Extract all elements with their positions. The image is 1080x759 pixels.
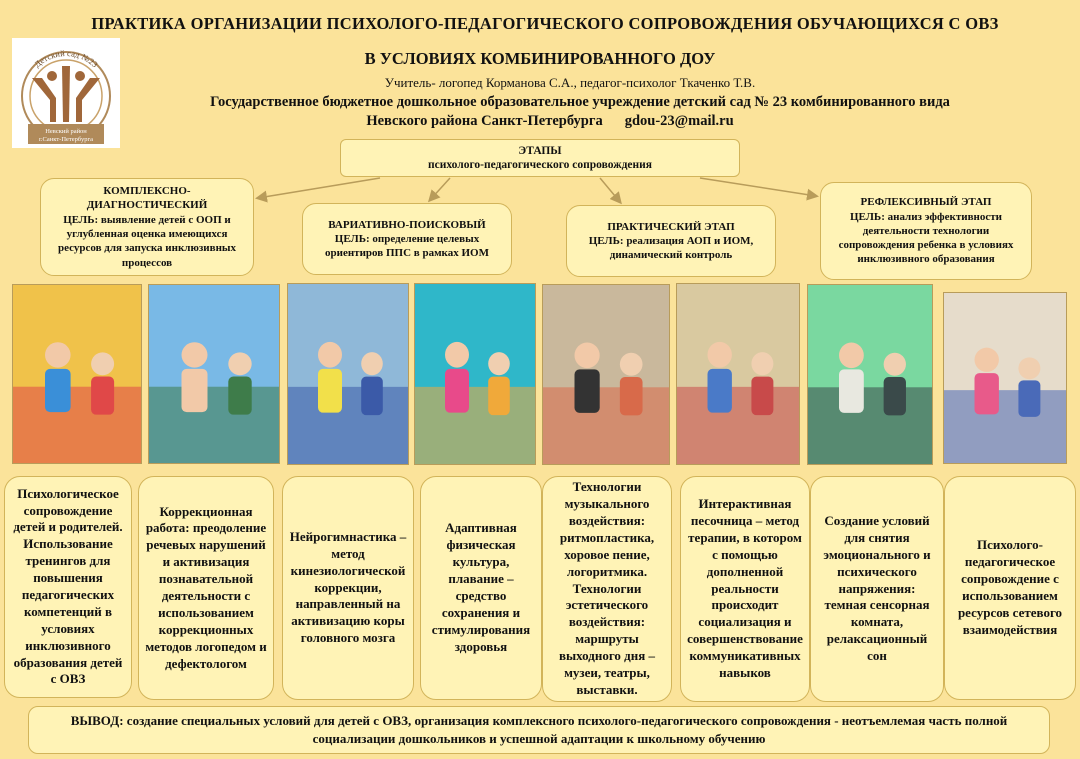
arrow-to-stage-4 [700, 178, 816, 196]
stage-name: ПРАКТИЧЕСКИЙ ЭТАП [607, 220, 735, 233]
institution-address [200, 113, 900, 130]
page-title: ПРАКТИКА ОРГАНИЗАЦИИ ПСИХОЛОГО-ПЕДАГОГИЧЕСКОГО СОПРОВОЖДЕНИЯ ОБУЧАЮЩИХСЯ С ОВЗ [91, 14, 999, 33]
stage-goal: ЦЕЛЬ: реализация АОП и ИОМ, динамический контроль [588, 234, 754, 262]
institution-line: Государственное бюджетное дошкольное образовательное учреждение детский сад № 23 комбинированного вида [210, 94, 950, 110]
conclusion-box: ВЫВОД: создание специальных условий для детей с ОВЗ, организация комплексного психолого-педагогического сопровождения - неотъемлемая часть полной социализации дошкольников и успешной адаптации к школьному обучению [28, 706, 1050, 754]
method-cell: Технологии музыкального воздействия: ритмопластика, хоровое пение, логоритмика. Технологии эстетического воздействия: маршруты выходного дня – музеи, театры, выставки. [542, 476, 672, 702]
stage-diagnostic [40, 178, 254, 276]
photo-speech-therapy-table [12, 284, 142, 464]
stages-header [340, 139, 740, 177]
photo-interactive-sandbox [676, 283, 800, 465]
stage-reflexive [820, 182, 1032, 280]
arrow-to-stage-1 [258, 178, 380, 198]
stage-goal: ЦЕЛЬ: выявление детей с ООП и углубленная оценка имеющихся ресурсов для запуска инклюзивных процессов [57, 213, 237, 269]
arrow-to-stage-3 [600, 178, 620, 202]
photo-sensory-room [807, 284, 933, 465]
method-cell: Психолого-педагогическое сопровождение с использованием ресурсов сетевого взаимодействия [944, 476, 1076, 700]
authors-line: Учитель- логопед Корманова С.А., педагог-психолог Ткаченко Т.В. [384, 75, 756, 90]
photo-girl-speaking [148, 284, 280, 464]
arrow-to-stage-2 [430, 178, 450, 200]
method-cell: Адаптивная физическая культура, плавание – средство сохранения и стимулирования здоровья [420, 476, 542, 700]
stage-name: КОМПЛЕКСНО-ДИАГНОСТИЧЕСКИЙ [86, 185, 208, 212]
method-cell: Психологическое сопровождение детей и родителей. Использование тренингов для повышения педагогических компетенций в условиях инклюзивного образования детей с ОВЗ [4, 476, 132, 698]
photo-neurogymnastics-board [287, 283, 409, 465]
logo-bottom-text-1: Невский район [45, 128, 87, 135]
stage-variative [302, 203, 512, 275]
logo-top-text: Детский сад №23 [32, 47, 100, 70]
photo-swimming-pool [414, 283, 536, 465]
stage-goal: ЦЕЛЬ: анализ эффективности деятельности технологии сопровождения ребенка в условиях инклюзивного образования [838, 210, 1014, 266]
page-subtitle: В УСЛОВИЯХ КОМБИНИРОВАННОГО ДОУ [364, 49, 716, 68]
method-cell: Создание условий для снятия эмоционального и психического напряжения: темная сенсорная комната, релаксационный сон [810, 476, 944, 702]
institution-district: Невского района Санкт-Петербурга [366, 113, 603, 129]
method-cell: Коррекционная работа: преодоление речевых нарушений и активизация познавательной деятельности с использованием коррекционных методов логопедом и дефектологом [138, 476, 274, 700]
logo-bottom-text-2: г.Санкт-Петербурга [39, 136, 93, 143]
stage-name: ВАРИАТИВНО-ПОИСКОВЫЙ [328, 218, 486, 231]
stages-title: ЭТАПЫ [518, 144, 562, 157]
method-cell: Интерактивная песочница – метод терапии, в котором с помощью дополненной реальности происходит социализация и совершенствование коммуникативных навыков [680, 476, 810, 702]
stage-practical [566, 205, 776, 277]
stage-goal: ЦЕЛЬ: определение целевых ориентиров ППС в рамках ИОМ [325, 232, 489, 260]
method-cell: Нейрогимнастика – метод кинезиологической коррекции, направленный на активизацию коры головного мозга [282, 476, 414, 700]
stages-subtitle: психолого-педагогического сопровождения [428, 159, 652, 171]
stage-name: РЕФЛЕКСИВНЫЙ ЭТАП [860, 196, 992, 209]
photo-dance-class [943, 292, 1067, 464]
photo-museum-visit [542, 284, 670, 465]
email-link[interactable]: gdou-23@mail.ru [624, 113, 734, 129]
kindergarten-logo [12, 38, 120, 148]
